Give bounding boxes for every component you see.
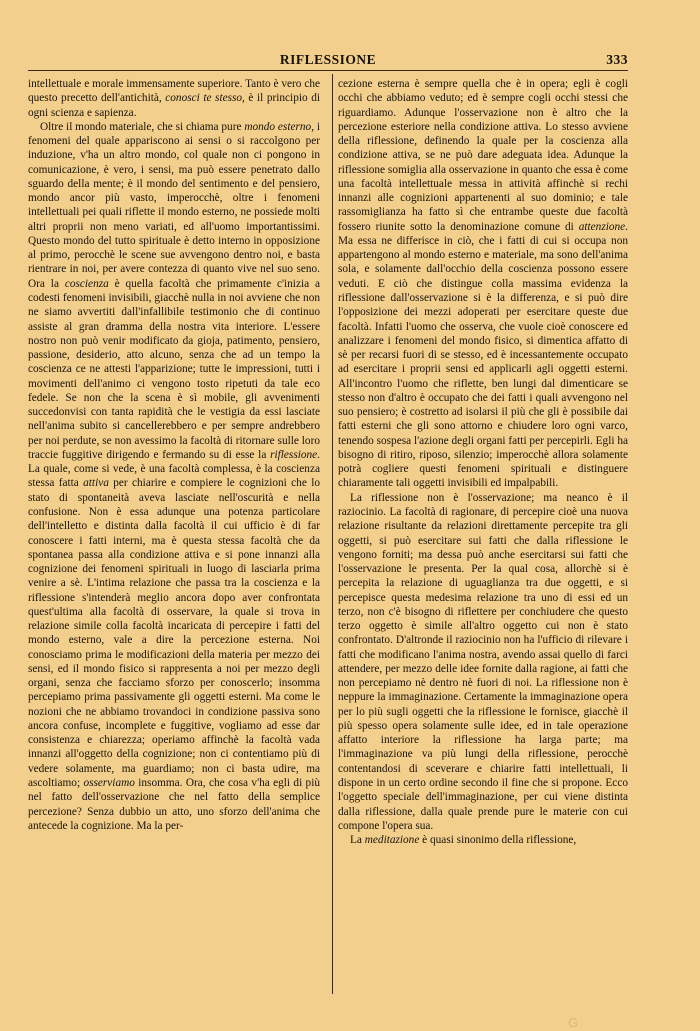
paragraph [338, 77, 628, 491]
paragraph [338, 491, 628, 833]
column-divider [332, 74, 333, 994]
italic-term: conosci te stesso [165, 92, 243, 105]
text-run: , è il principio di ogni scienza e sapienza. [28, 92, 320, 119]
text-run: è quella facoltà che primamente c'inizia a codesti fenomeni invisibili, giacchè nulla in noi avviene che non ne siamo avvertiti dall'infallibile testimonio che di continuo assiste al gran dramma della nostra vita interiore. L'essere nostro non può venir modificato da gioja, patimento, pensiero, passione, desiderio, atto alcuno, senza che ad un tempo la coscienza ce ne attesti l'apparizione; tutte le impressioni, tutti i movimenti dell'animo ci vengono tosto ripetuti da tale eco fedele. Se non che la scena è sì mobile, gli avvenimenti succedonvisi con tanta rapidità che le vestigia da essi lasciate nell'anima subito si cancellerebbero e per sempre andrebbero per noi perdute, se non avessimo la facoltà di ritornare sulle loro traccie fuggitive dirigendo e fermando su di esse la [28, 277, 320, 461]
paragraph [28, 77, 320, 120]
right-column [338, 77, 628, 847]
text-run: è quasi sinonimo della riflessione, [419, 834, 577, 847]
watermark-icon [568, 1015, 628, 1029]
text-run: insomma. Ora, che cosa v'ha egli di più nel fatto dell'osservazione che nel fatto della semplice percezione? Senza dubbio un atto, uno sforzo dell'anima che antecede la cognizione. Ma la per- [28, 777, 320, 832]
text-run: La riflessione non è l'osservazione; ma neanco è il raziocinio. La facoltà di ragionare, di percepire cioè una nuova relazione risultante da relazioni direttamente percepite tra gli oggetti, si può esercitare sui fatti che dalla riflessione le vengono forniti; ma dessa può anche esercitarsi sui fatti che l'osservazione le presenta. Per la qual cosa, allorchè si è percepita la relazione di uguaglianza tra due oggetti, e si percepisce questa medesima relazione tra uno di essi ed un terzo, non c'è bisogno di riflettere per conchiudere che questo terzo oggetto è simile all'altro oggetto cui non è stato confrontato. D'altronde il raziocinio non ha l'ufficio di rilevare i fatti che modificano l'anima nostra, avendo assai quello di farci attendere, per mezzo delle idee fornite dalla ragione, ai fatti che non percepiamo nè dentro nè fuori di noi. La riflessione non è neppure la immaginazione. Certamente la immaginazione opera per lo più sugli oggetti che la riflessione le fornisce, giacchè il più spesso opera solamente sulle idee, ed in tale operazione affatto interiore la riflessione ha larga parte; ma l'immaginazione va più lungi della riflessione, perocchè contentandosi di sceverare e chiarire fatti intellettuali, li dispone in un certo ordine secondo il fine che si propone. Ecco l'oggetto speciale dell'immaginazione, per cui viene distinta dalla riflessione, dalla quale prende pure le materie con cui compone l'opera sua. [338, 491, 628, 832]
running-title: RIFLESSIONE [279, 52, 377, 67]
svg-text:G: G [568, 1015, 579, 1029]
running-header [28, 50, 628, 70]
italic-term: meditazione [364, 834, 420, 847]
text-run: , i fenomeni del quale appariscono ai sensi o si raccolgono per induzione, v'ha un altro mondo, col quale non ci pongono in comunicazione, è vero, i sensi, ma può essere penetrato dallo sguardo della mente; è il mondo del sentimento e del pensiero, mondo ancor più vasto, imperocchè, oltre i fenomeni intellettuali pei quali riflette il mondo esterno, ne possiede molti altri proprii non meno variati, ed all'uomo importantissimi. Questo mondo del tutto spirituale è detto interno in opposizione al primo, perocchè le scene sue avvengono dentro noi, e basta rientrare in noi, per avere contezza di quanto vive nel suo seno. Ora la [28, 120, 320, 290]
text-run: . La quale, come si vede, è una facoltà complessa, è la coscienza stessa fatta [28, 448, 320, 490]
header-rule [28, 70, 628, 71]
italic-term: osserviamo [83, 777, 135, 790]
text-run: intellettuale e morale immensamente superiore. Tanto è vero che questo precetto dell'antichità, [28, 78, 320, 105]
italic-term: riflessione [270, 448, 318, 461]
left-column [28, 77, 320, 833]
text-run: per chiarire e compiere le cognizioni che lo stato di spontaneità aveva lasciate nell'oscurità e nella confusione. Non è essa adunque una potenza particolare dell'intelletto e distinta dalla facoltà il cui ufficio è di far conoscere i fatti interni, ma è questa stessa facoltà che da spontanea passa alla condizione attiva e si pone innanzi alla cognizione dei fenomeni spirituali in luogo di lasciarla prima venire a sè. L'intima relazione che passa tra la coscienza e la riflessione s'intenderà meglio ancora dopo aver confrontata quest'ultima alla facoltà di osservare, la quale si trova in relazione simile colla facoltà incaricata di percepire i fatti del mondo esterno, vale a dire la percezione esterna. Noi conosciamo prima le modificazioni della materia per mezzo dei sensi, ed il mondo fisico si rappresenta a noi per mezzo degli organi, senza che facciamo sforzo per conoscerlo; insomma percepiamo prima passivamente gli oggetti esterni. Ma come le nozioni che ne abbiamo trovandoci in condizione passiva sono ancora confuse, incomplete e fuggitive, vogliamo ad esse dar consistenza e chiarezza; operiamo affinchè la facoltà vada innanzi all'oggetto della cognizione; non ci contentiamo più di vedere solamente, ma guardiamo; non ci basta udire, ma ascoltiamo; [28, 477, 320, 790]
italic-term: attenzione [578, 220, 626, 233]
page-number: 333 [606, 52, 628, 67]
paragraph [338, 833, 628, 847]
text-run: La [350, 834, 365, 847]
text-run: . Ma essa ne differisce in ciò, che i fatti di cui si occupa non appartengono al mondo esterno e materiale, ma sono dell'anima sola, e solamente dall'occhio della coscienza possono essere veduti. E ciò che distingue colla massima evidenza la riflessione dall'osservazione si è la differenza, e si può dire l'opposizione dei mezzi adoperati per esercitare queste due facoltà. Infatti l'uomo che osserva, che vuole cioè conoscere ed analizzare i fenomeni del mondo fisico, si dimentica affatto di sè per recarsi fuori di se stesso, ed è incessantemente occupato ad esercitare i proprii sensi ed applicarli agli oggetti esterni. All'incontro l'uomo che riflette, ben lungi dal dimenticare se stesso non d'altro è occupato che dei fatti i quali avvengono nel suo pensiero; è costretto ad isolarsi il più che gli è possibile dai fatti esterni che gli sono attorno e chiudere loro ogni varco, tenendo sospesa l'azione degli organi fatti per percepirli. Egli ha bisogno di ritiro, riposo, silenzio; imperocchè allora solamente potrà cogliere questi fenomeni spirituali e distinguere chiaramente tali oggetti invisibili ed impalpabili. [338, 220, 628, 490]
italic-term: coscienza [64, 277, 109, 290]
text-run: cezione esterna è sempre quella che è in opera; egli è cogli occhi che abbiamo veduto; ed è sempre cogli occhi stessi che riguardiamo. Adunque l'osservazione non è altro che la percezione esteriore nella condizione attiva. Lo stesso avviene della riflessione, definendo la quale per la coscienza alla condizione attiva, se ne può dare adeguata idea. Adunque la riflessione somiglia alla osservazione in quanto che essa è come una facoltà intellettuale messa in attività affinchè si rechi innanzi alle cognizioni appartenenti al suo dominio; e tale rassomiglianza ha fatto sì che entrambe queste due facoltà fossero riunite sotto la denominazione comune di [338, 78, 628, 233]
italic-term: mondo esterno [244, 120, 312, 133]
text-run: Oltre il mondo materiale, che si chiama pure [40, 120, 245, 133]
italic-term: attiva [83, 477, 109, 490]
paragraph [28, 120, 320, 833]
